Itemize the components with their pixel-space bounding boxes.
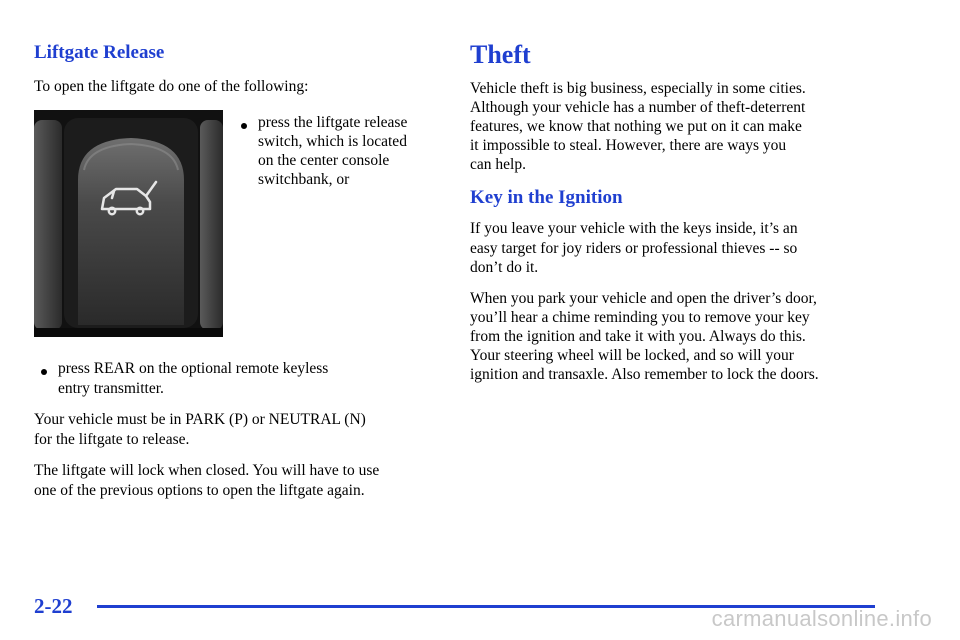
park-line: When you park your vehicle and open the driver’s door,	[470, 290, 817, 307]
intro-text: To open the liftgate do one of the following:	[34, 78, 309, 95]
bullet2-line: press REAR on the optional remote keyless	[58, 360, 329, 377]
page-number: 2-22	[34, 594, 73, 618]
bullet1-line: press the liftgate release	[258, 114, 408, 131]
park-neutral-line: Your vehicle must be in PARK (P) or NEUTRAL (N)	[34, 411, 366, 428]
theft-line: Vehicle theft is big business, especially in some cities.	[470, 80, 806, 97]
park-line: ignition and transaxle. Also remember to lock the doors.	[470, 366, 819, 383]
liftgate-switch-photo	[34, 110, 223, 337]
park-neutral-line: for the liftgate to release.	[34, 431, 190, 448]
bullet-marker	[241, 123, 247, 129]
liftgate-lock-line: one of the previous options to open the liftgate again.	[34, 482, 365, 499]
theft-line: can help.	[470, 156, 526, 173]
bullet1-line: switch, which is located	[258, 133, 407, 150]
theft-line: Although your vehicle has a number of theft‑deterrent	[470, 99, 806, 116]
bullet1-line: switchbank, or	[258, 171, 350, 188]
watermark-text: carmanualsonline.info	[711, 606, 932, 631]
park-line: you’ll hear a chime reminding you to remove your key	[470, 309, 810, 326]
liftgate-switch-illustration	[34, 110, 223, 337]
bullet-marker	[41, 369, 47, 375]
section-heading-key-in-ignition: Key in the Ignition	[470, 187, 623, 208]
theft-line: features, we know that nothing we put on it can make	[470, 118, 802, 135]
key-line: If you leave your vehicle with the keys inside, it’s an	[470, 220, 798, 237]
key-line: easy target for joy riders or professional thieves ‑‑ so	[470, 240, 798, 257]
liftgate-lock-line: The liftgate will lock when closed. You will have to use	[34, 462, 380, 479]
bullet1-line: on the center console	[258, 152, 390, 169]
park-line: from the ignition and take it with you. Always do this.	[470, 328, 806, 345]
section-heading-theft: Theft	[470, 40, 531, 69]
theft-line: it impossible to steal. However, there are ways you	[470, 137, 787, 154]
park-line: Your steering wheel will be locked, and so will your	[470, 347, 794, 364]
key-line: don’t do it.	[470, 259, 539, 276]
bullet2-line: entry transmitter.	[58, 380, 164, 397]
section-heading-liftgate-release: Liftgate Release	[34, 42, 165, 63]
